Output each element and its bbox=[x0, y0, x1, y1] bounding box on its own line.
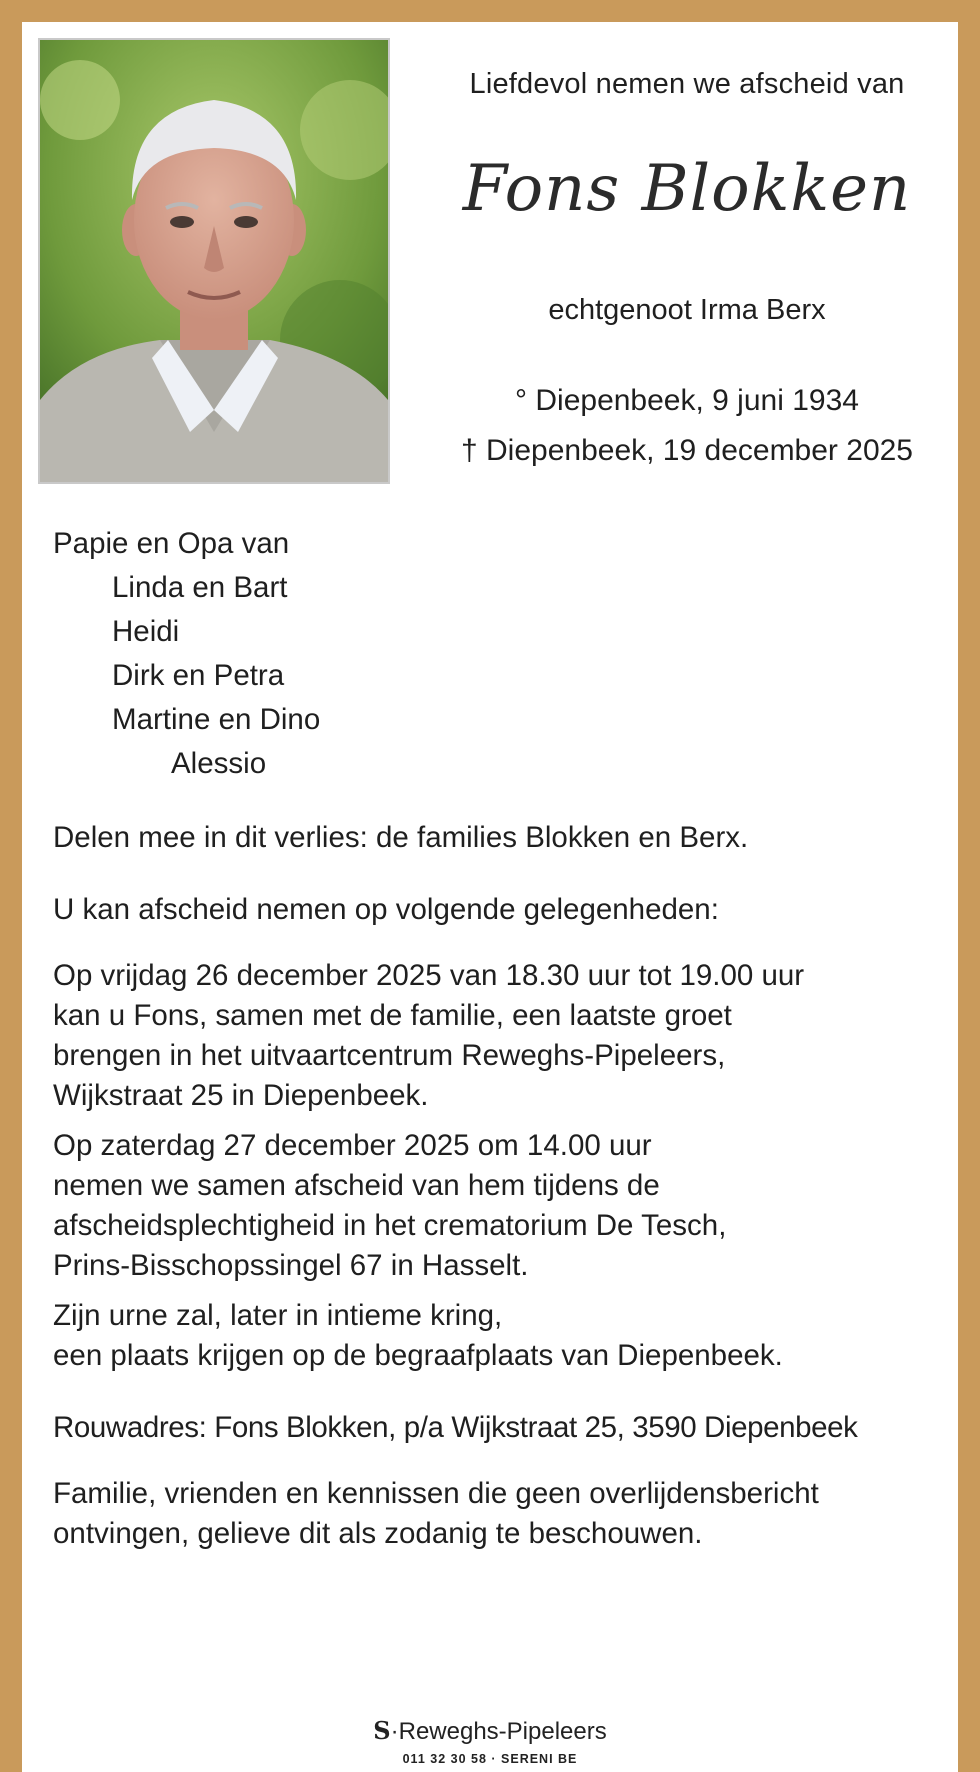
funeral-home-contact: 011 32 30 58 · SERENI BE bbox=[402, 1752, 578, 1766]
funeral-home-logo-mark: S bbox=[373, 1716, 391, 1745]
farewell-intro-paragraph: U kan afscheid nemen op volgende gelegenheden: bbox=[53, 893, 719, 926]
funeral-home-name: ·Reweghs-Pipeleers bbox=[390, 1718, 607, 1745]
closing-paragraph: Familie, vrienden en kennissen die geen overlijdensbericht ontvingen, gelieve dit als zodanig te beschouwen. bbox=[53, 1477, 819, 1550]
obituary-card bbox=[22, 22, 958, 1772]
family-member: Dirk en Petra bbox=[112, 659, 285, 692]
family-heading: Papie en Opa van bbox=[53, 527, 290, 560]
deceased-name: Fons Blokken bbox=[462, 152, 912, 226]
spouse-line: echtgenoot Irma Berx bbox=[548, 294, 826, 326]
ceremony-paragraph: Op zaterdag 27 december 2025 om 14.00 uur nemen we samen afscheid van hem tijdens de afscheidsplechtigheid in het crematorium De Tesch, Prins-Bisschopssingel 67 in Hasselt. bbox=[53, 1129, 727, 1282]
mourning-address: Rouwadres: Fons Blokken, p/a Wijkstraat 25, 3590 Diepenbeek bbox=[53, 1411, 858, 1444]
death-line: † Diepenbeek, 19 december 2025 bbox=[461, 434, 913, 467]
birth-line: ° Diepenbeek, 9 juni 1934 bbox=[515, 384, 859, 417]
share-loss-paragraph: Delen mee in dit verlies: de families Blokken en Berx. bbox=[53, 821, 749, 854]
intro-line: Liefdevol nemen we afscheid van bbox=[469, 68, 905, 100]
family-member: Heidi bbox=[112, 615, 180, 648]
funeral-home-footer bbox=[338, 1700, 642, 1772]
grandchild: Alessio bbox=[171, 747, 267, 780]
urn-paragraph: Zijn urne zal, later in intieme kring, een plaats krijgen op de begraafplaats van Diepenbeek. bbox=[53, 1299, 783, 1372]
portrait-photo bbox=[38, 38, 390, 484]
viewing-paragraph: Op vrijdag 26 december 2025 van 18.30 uur tot 19.00 uur kan u Fons, samen met de familie, een laatste groet brengen in het uitvaartcentrum Reweghs-Pipeleers, Wijkstraat 25 in Diepenbeek. bbox=[53, 959, 805, 1112]
family-member: Linda en Bart bbox=[112, 571, 288, 604]
portrait-illustration bbox=[40, 40, 388, 482]
family-member: Martine en Dino bbox=[112, 703, 321, 736]
funeral-home-brand bbox=[338, 1716, 642, 1746]
